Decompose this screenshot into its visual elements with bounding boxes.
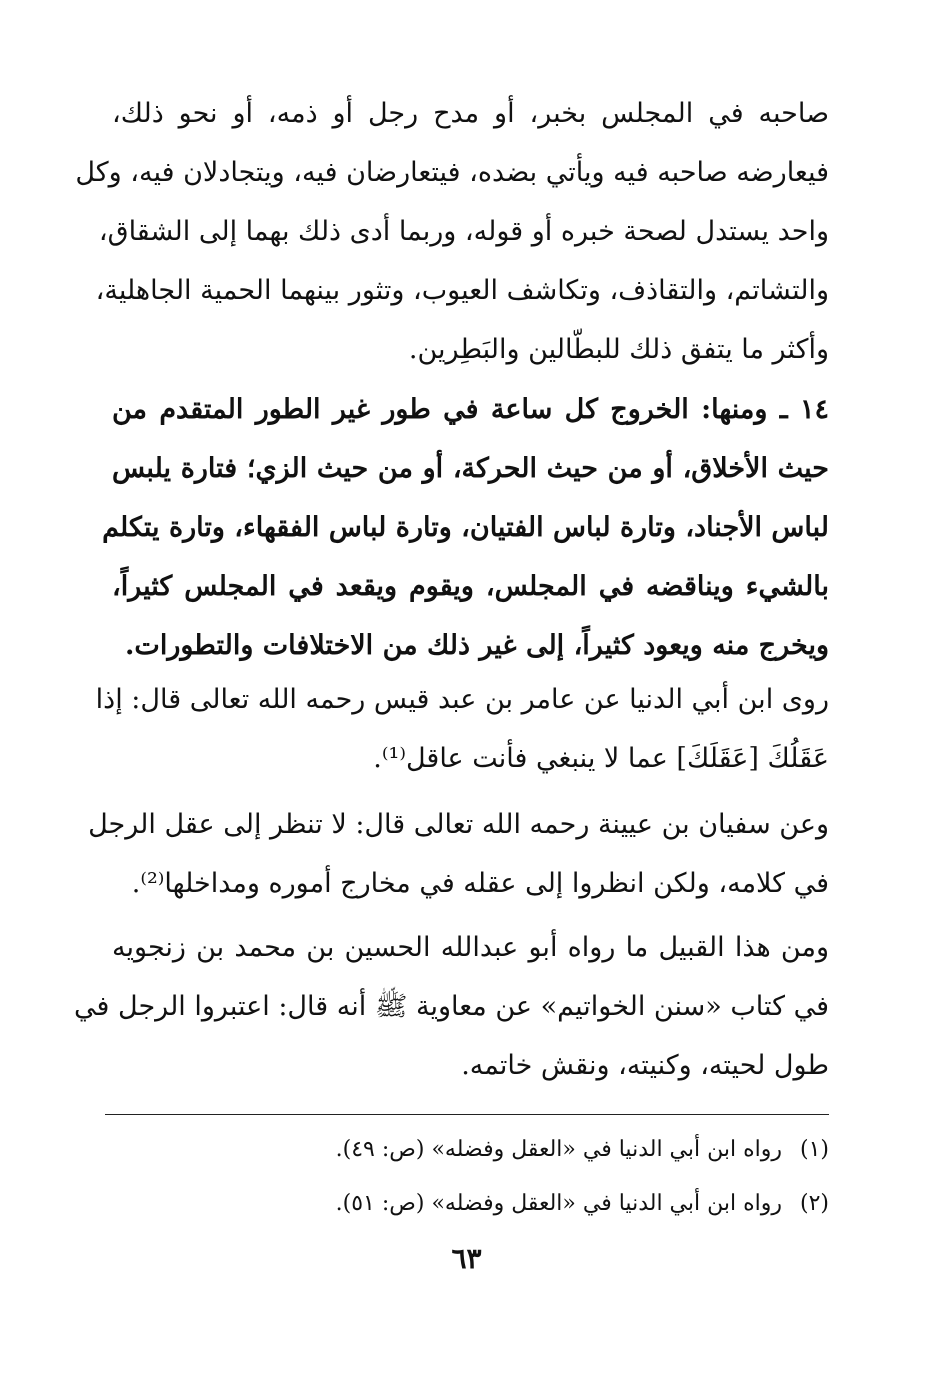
text-line: ١٤ ـ ومنها: الخروج كل ساعة في طور غير الطور المتقدم من: [112, 394, 829, 425]
paragraph-5: [74, 918, 829, 1095]
text-line: وأكثر ما يتفق ذلك للبطّالين والبَطِرين.: [408, 334, 829, 365]
text-line: حيث الأخلاق، أو من حيث الحركة، أو من حيث الزي؛ فتارة يلبس: [112, 453, 829, 484]
footnote-text: رواه ابن أبي الدنيا في «العقل وفضله» (ص: ٥١).: [335, 1191, 782, 1216]
text-line: روى ابن أبي الدنيا عن عامر بن عبد قيس رحمه الله تعالى قال: إذا: [95, 684, 829, 715]
text-line: فيعارضه صاحبه فيه ويأتي بضده، فيتعارضان فيه، ويتجادلان فيه، وكل: [75, 157, 829, 188]
text-line: طول لحيته، وكنيته، ونقش خاتمه.: [461, 1050, 829, 1081]
footnote-separator: [105, 1114, 829, 1115]
text-line: ويخرج منه ويعود كثيراً، إلى غير ذلك من الاختلافات والتطورات.: [125, 630, 829, 661]
text-line: في كلامه، ولكن انظروا إلى عقله في مخارج أموره ومداخلها⁽²⁾.: [131, 868, 829, 899]
text-line: ومن هذا القبيل ما رواه أبو عبدالله الحسين بن محمد بن زنجويه: [112, 932, 829, 963]
paragraph-2-bold: [102, 380, 829, 675]
text-line: بالشيء ويناقضه في المجلس، ويقوم ويقعد في المجلس كثيراً،: [112, 571, 829, 602]
footnote-number: (١): [799, 1137, 829, 1162]
paragraph-4: [88, 795, 829, 913]
text-line: واحد يستدل لصحة خبره أو قوله، وربما أدى ذلك بهما إلى الشقاق،: [98, 216, 829, 247]
page-number: ٦٣: [451, 1242, 482, 1275]
footnote-text: رواه ابن أبي الدنيا في «العقل وفضله» (ص: ٤٩).: [335, 1137, 782, 1162]
paragraph-1: [75, 84, 829, 379]
footnote-1: [109, 1134, 829, 1166]
footnote-2: [109, 1188, 829, 1220]
text-line: عَقَلُكَ [عَقَلَكَ] عما لا ينبغي فأنت عاقل⁽¹⁾.: [373, 743, 829, 774]
footnote-number: (٢): [799, 1191, 829, 1216]
text-line: لباس الأجناد، وتارة لباس الفتيان، وتارة لباس الفقهاء، وتارة يتكلم: [102, 512, 829, 543]
text-line: صاحبه في المجلس بخبر، أو مدح رجل أو ذمه، أو نحو ذلك،: [112, 98, 829, 129]
text-line: في كتاب «سنن الخواتيم» عن معاوية ﷺ أنه قال: اعتبروا الرجل في: [74, 991, 829, 1022]
text-line: والتشاتم، والتقاذف، وتكاشف العيوب، وتثور بينهما الحمية الجاهلية،: [95, 275, 829, 306]
text-line: وعن سفيان بن عيينة رحمه الله تعالى قال: لا تنظر إلى عقل الرجل: [88, 809, 829, 840]
paragraph-3: [95, 670, 829, 788]
